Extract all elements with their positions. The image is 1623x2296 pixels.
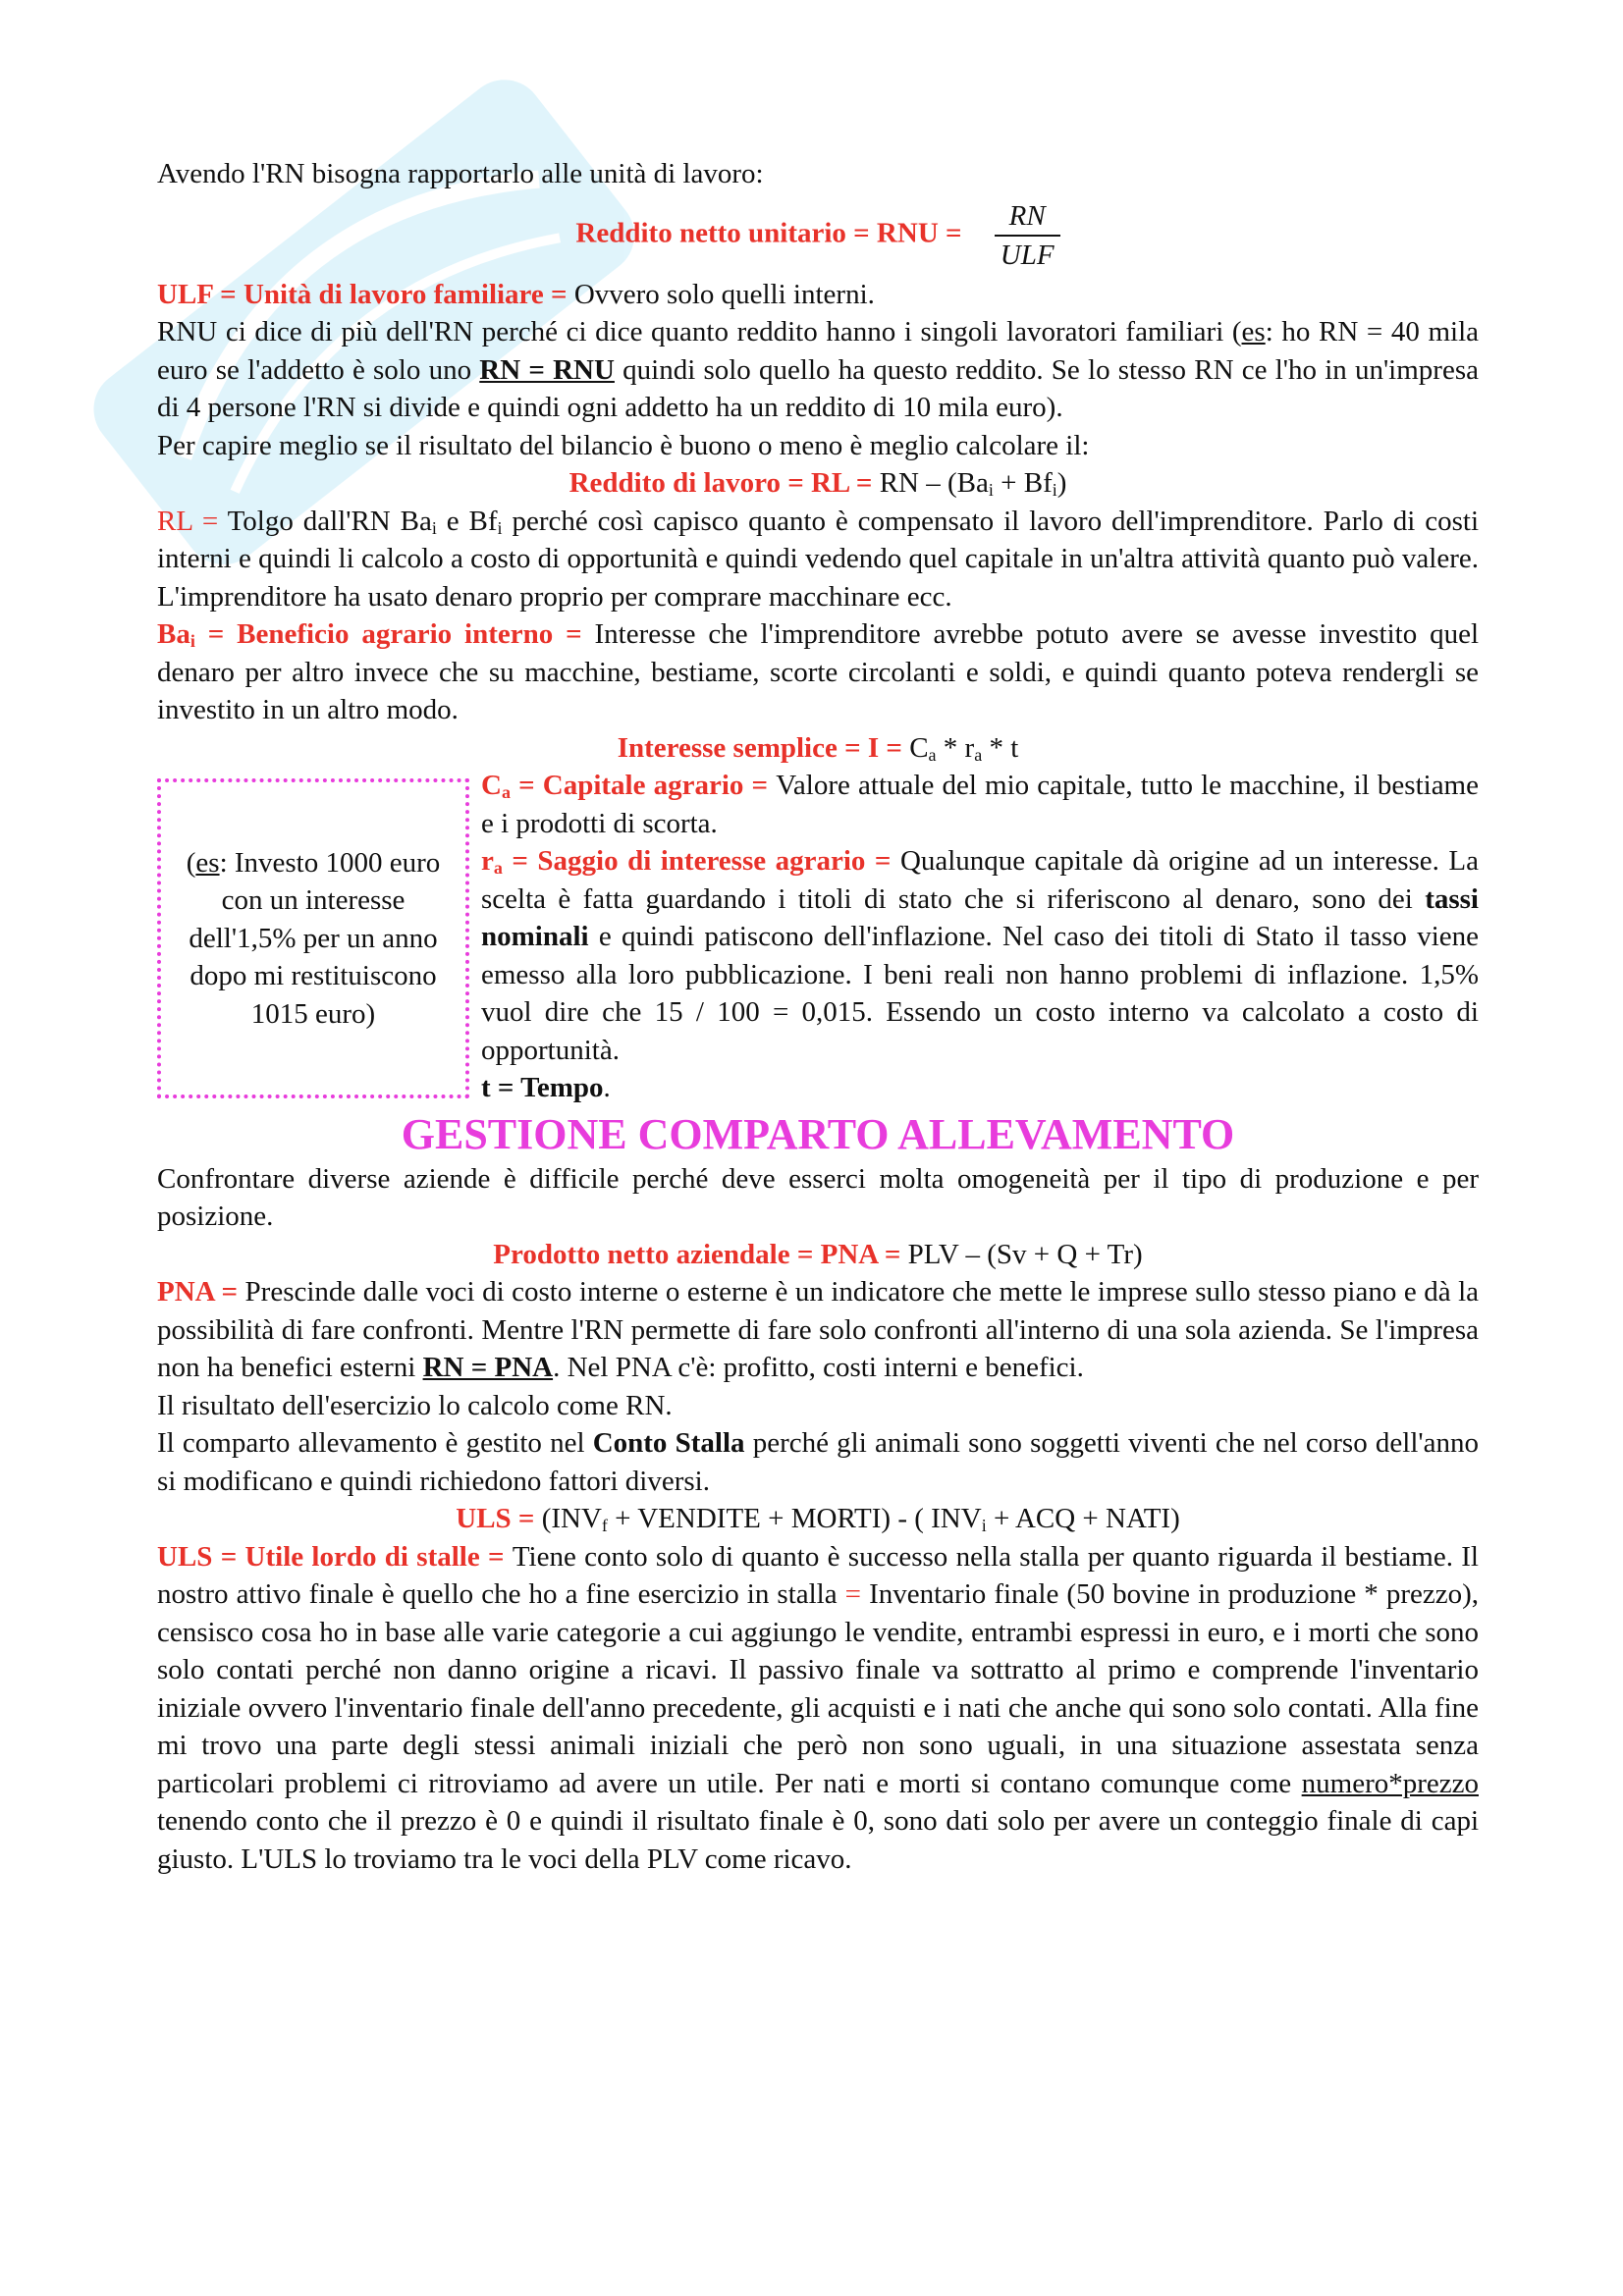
confronto-paragraph: Confrontare diverse aziende è difficile perché deve esserci molta omogeneità per il tipo di produzione e per posizione. — [157, 1162, 1479, 1232]
section-heading: GESTIONE COMPARTO ALLEVAMENTO — [401, 1109, 1235, 1158]
rnu-numerator: RN — [995, 197, 1060, 237]
rnu-formula-label: Reddito netto unitario = RNU = — [575, 217, 962, 249]
rnu-fraction — [995, 197, 1060, 274]
rl-formula: Reddito di lavoro = RL = RN – $(Ba_i + Bf_i)$ — [568, 467, 1067, 500]
document-page — [157, 155, 1479, 1878]
uls-formula: ULS = ($INV_f$ + VENDITE + MORTI) - ( $INV_i$ + ACQ + NATI) — [456, 1503, 1180, 1535]
uls-definition: ULS = Utile lordo di stalle = Tiene conto solo di quanto è successo nella stalla per quanto riguarda il bestiame. Il nostro attivo finale è quello che ho a fine esercizio in stalla = Inventario finale (50 bovine in produzione * prezzo), censisco cosa ho in base alle varie categorie a cui aggiungo le vendite, entrambi espressi in euro, e i morti che sono solo contati perché non danno origine a ricavi. Il passivo finale va sottratto al primo e comprende l'inventario iniziale ovvero l'inventario finale dell'anno precedente, gli acquisti e i nati che anche qui sono solo contati. Alla fine mi trovo una parte degli stessi animali iniziali che però non sono uguali, in una situazione assestata senza particolari problemi ci ritroviamo ad avere un utile. Per nati e morti si contano comunque come numero*prezzo tenendo conto che il prezzo è 0 e quindi il risultato finale è 0, sono dati solo per avere un conteggio finale di capi giusto. L'ULS lo troviamo tra le voci della PLV come ricavo. — [157, 1540, 1479, 1875]
ra-definition: $r_a$ = Saggio di interesse agrario = Qualunque capitale dà origine ad un interesse. La scelta è fatta guardando i titoli di stato che si riferiscono al denaro, sono dei tassi nominali e quindi patiscono dell'inflazione. Nel caso dei titoli di Stato il tasso viene emesso alla loro pubblicazione. I beni reali non hanno problemi di inflazione. 1,5% vuol dire che 15 / 100 = 0,015. Essendo un costo interno va calcolato a costo di opportunità. — [481, 845, 1479, 1066]
intro-line: Avendo l'RN bisogna rapportarlo alle unità di lavoro: — [157, 158, 764, 189]
conto-stalla-paragraph: Il comparto allevamento è gestito nel Conto Stalla perché gli animali sono soggetti viventi che nel corso dell'anno si modificano e quindi richiedono fattori diversi. — [157, 1427, 1479, 1497]
rnu-paragraph: RNU ci dice di più dell'RN perché ci dice quanto reddito hanno i singoli lavoratori familiari (es: ho RN = 40 mila euro se l'addetto è solo uno RN = RNU quindi solo quello ha questo reddito. Se lo stesso RN ce l'ho in un'impresa di 4 persone l'RN si divide e quindi ogni addetto ha un reddito di 10 mila euro). — [157, 316, 1479, 423]
pna-formula: Prodotto netto aziendale = PNA = PLV – (Sv + Q + Tr) — [493, 1238, 1143, 1270]
ulf-definition: ULF = Unità di lavoro familiare = Ovvero solo quelli interni. — [157, 278, 875, 310]
risultato-line: Il risultato dell'esercizio lo calcolo come RN. — [157, 1389, 673, 1421]
rnu-formula — [157, 197, 1479, 274]
example-text: (es: Investo 1000 euro con un interesse dell'1,5% per un anno dopo mi restituiscono 1015 euro) — [186, 846, 441, 1030]
pna-definition: PNA = Prescinde dalle voci di costo interne o esterne è un indicatore che mette le imprese sullo stesso piano e dà la possibilità di fare confronti. Mentre l'RN permette di fare solo confronti all'interno di una sola azienda. Se l'impresa non ha benefici esterni RN = PNA. Nel PNA c'è: profitto, costi interni e benefici. — [157, 1276, 1479, 1383]
t-definition: t = Tempo. — [481, 1072, 611, 1103]
rnu-denominator: ULF — [1000, 239, 1055, 271]
capire-line: Per capire meglio se il risultato del bilancio è buono o meno è meglio calcolare il: — [157, 429, 1090, 461]
ca-definition: $C_a$ = Capitale agrario = Valore attuale del mio capitale, tutto le macchine, il bestiame e i prodotti di scorta. — [481, 770, 1479, 839]
interest-formula: Interesse semplice = $I = C_a * r_a * t$ — [617, 731, 1019, 765]
example-box — [157, 778, 469, 1098]
interest-section — [157, 767, 1479, 1107]
bai-definition: $Ba_i$ = Beneficio agrario interno = Interesse che l'imprenditore avrebbe potuto avere se avesse investito quel denaro per altro invece che su macchine, bestiame, scorte circolanti e soldi, e quindi quanto poteva rendergli se investito in un altro modo. — [157, 618, 1480, 725]
rl-definition: RL = Tolgo dall'RN $Ba_i$ e $Bf_i$ perché così capisco quanto è compensato il lavoro dell'imprenditore. Parlo di costi interni e quindi li calcolo a costo di opportunità e quindi vedendo quel capitale in un'altra attività quanto può valere. L'imprenditore ha usato denaro proprio per comprare macchinare ecc. — [157, 505, 1480, 613]
